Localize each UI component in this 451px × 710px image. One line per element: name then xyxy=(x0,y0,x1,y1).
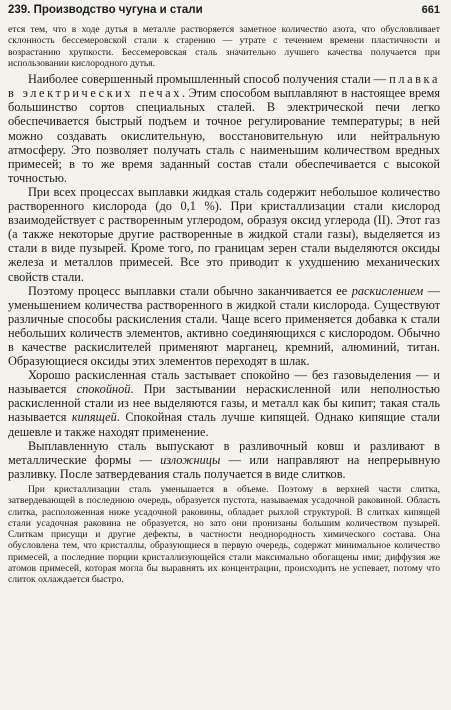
paragraph-oxygen: При всех процессах выплавки жидкая сталь содержит небольшое количество растворенного кислорода (до 0,1 %). При кристаллизации стали кислород взаимодействует с растворенным углеродом, образуя оксид углерода (II). Этот газ (а также некоторые другие растворенные в жидкой стали газы), выделяется из стали в виде пузырей. Кроме того, по границам зерен стали выделяются оксиды железа и металлов примесей. Все это приводит к ухудшению механических свойств стали. xyxy=(8,184,440,284)
paragraph-ingot-defects: При кристаллизации сталь уменьшается в объеме. Поэтому в верхней части слитка, затвердевающей в последнюю очередь, образуется пустота, называемая усадочной раковиной. Область слитка, расположенная ниже усадочной раковины, обладает рыхлой структурой. В слитках кипящей стали усадочная раковина не образуется, но зато они пронизаны большим количеством пузырей. Слиткам присущи и другие дефекты, в частности неоднородность химического состава. Она обусловлена тем, что кристаллы, образующиеся в первую очередь, содержат минимальное количество примесей, а последние порции кристаллизующейся стали максимально обогащены ими; диффузия же атомов примесей, которая могла бы выравнять их концентрации, происходить не успевает, потому что слиток охлаждается быстро. xyxy=(8,483,440,586)
section-title: 239. Производство чугуна и стали xyxy=(8,4,203,16)
italic-term: кипящей xyxy=(71,410,117,425)
paragraph-deoxidation: Поэтому процесс выплавки стали обычно заканчивается ее раскислением — уменьшением количества растворенного в жидкой стали кислорода. Существуют различные способы раскисления стали. Чаще всего применяется добавка к стали небольших количеств элементов, активно соединяющихся с кислородом. Обычно в качестве раскислителей применяют марганец, кремний, алюминий, титан. Образующиеся оксиды этих элементов переходят в шлак. xyxy=(8,283,440,369)
paragraph-casting: Выплавленную сталь выпускают в разливочный ковш и разливают в металлические формы — изложницы — или направляют на непрерывную разливку. После затвердевания сталь получается в виде слитков. xyxy=(8,438,441,481)
paragraph-killed-steel: Хорошо раскисленная сталь застывает спокойно — без газовыделения — и называется спокойной. При застывании нераскисленной или неполностью раскисленной стали из нее выделяются газы, и металл как бы кипит; такая сталь называется кипящей. Спокойная сталь лучше кипящей. Однако кипящие стали дешевле и также находят применение. xyxy=(8,368,440,439)
spaced-term: плавка в электрических печах xyxy=(8,72,440,101)
paragraph-bessemer-end: ется тем, что в ходе дутья в металле растворяется заметное количество азота, что обусловливает склонность бессемеровской стали к старению — утрате с течением времени пластичности и возрастанию хрупкости. Бессемеровская сталь значительно лучшего качества получается при использовании кислородного дутья. xyxy=(8,24,440,69)
running-header xyxy=(8,4,440,24)
italic-term: спокойной xyxy=(76,382,131,397)
italic-term: раскислением xyxy=(351,283,424,298)
page-number: 661 xyxy=(421,4,440,16)
italic-term: изложницы xyxy=(160,452,221,467)
paragraph-electric-furnace: Наиболее совершенный промышленный способ получения стали — плавка в электрических печах. Этим способом выплавляют в настоящее время большинство сортов специальных сталей. В электрической печи легко обеспечивается быстрый подъем и точное регулирование температуры; в ней можно создавать окислительную, восстановительную или нейтральную атмосферу. Это позволяет получать сталь с наименьшим количеством вредных примесей; в то же время заданный состав стали обеспечивается с высокой точностью. xyxy=(8,72,441,185)
